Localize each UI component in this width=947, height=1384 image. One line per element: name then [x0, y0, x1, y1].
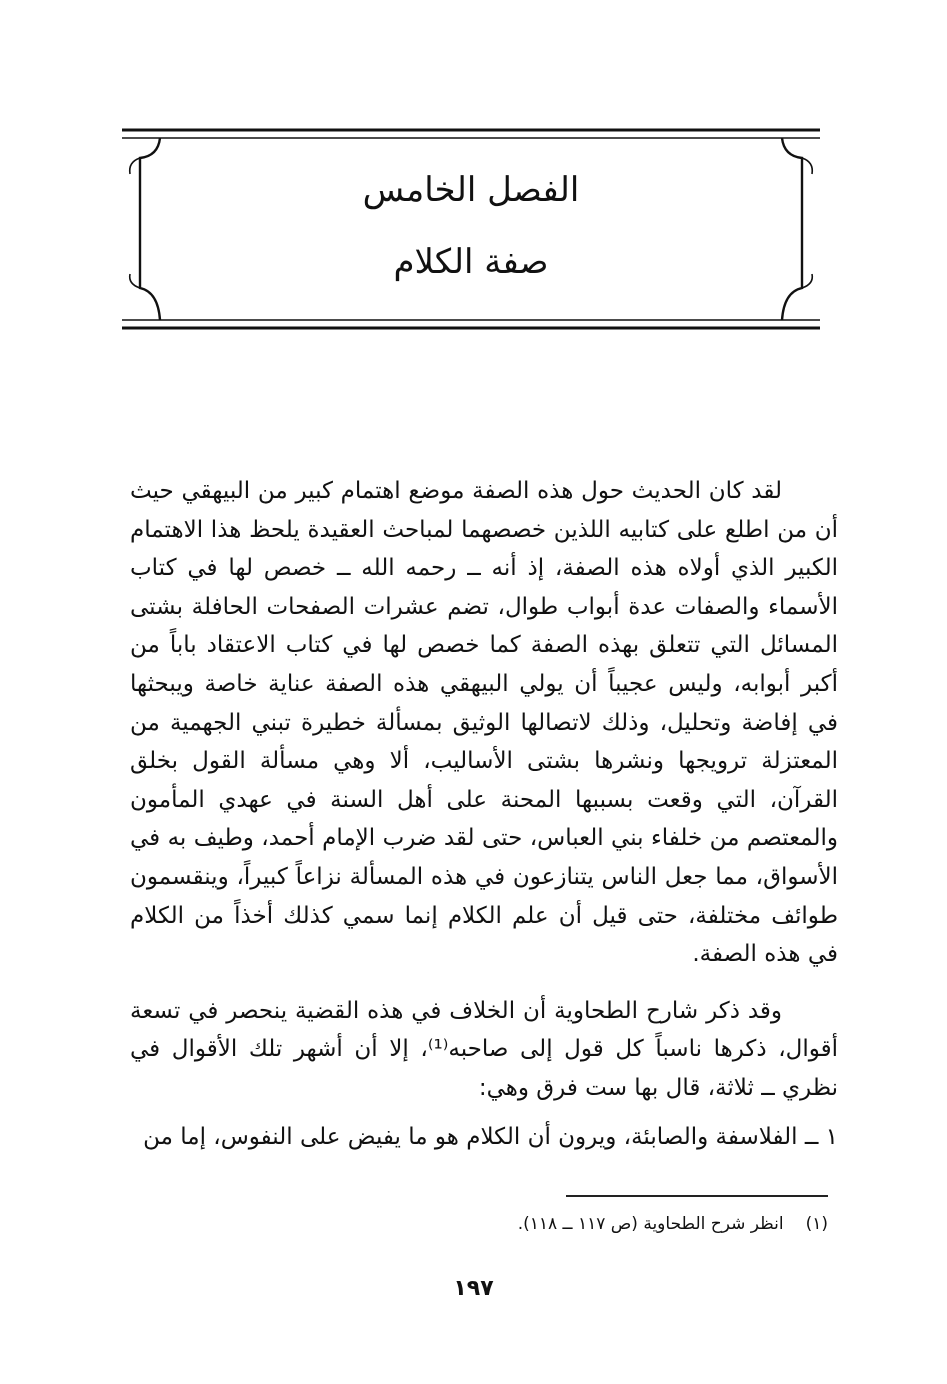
footnote-separator	[566, 1195, 828, 1197]
paragraph: وقد ذكر شارح الطحاوية أن الخلاف في هذه القضية ينحصر في تسعة أقوال، ذكرها ناسباً كل قول إلى صاحبه⁽¹⁾، إلا أن أشهر تلك الأقوال في نظري ــ ثلاثة، قال بها ست فرق وهي:	[130, 997, 838, 1101]
footnote-text: انظر شرح الطحاوية (ص ١١٧ ــ ١١٨).	[517, 1214, 784, 1234]
chapter-label: الفصل الخامس	[362, 170, 580, 210]
page-number: ١٩٧	[453, 1276, 494, 1301]
body-text	[130, 472, 838, 1156]
paragraph: لقد كان الحديث حول هذه الصفة موضع اهتمام كبير من البيهقي حيث أن من اطلع على كتابيه اللذين خصصهما لمباحث العقيدة يلحظ هذا الاهتمام الكبير الذي أولاه هذه الصفة، إذ أنه ــ رحمه الله ــ خصص لها في كتاب الأسماء والصفات عدة أبواب طوال، تضم عشرات الصفحات الحافلة بشتى المسائل التي تتعلق بهذه الصفة كما خصص لها في كتاب الاعتقاد باباً من أكبر أبوابه، وليس عجيباً أن يولي البيهقي هذه الصفة عناية خاصة ويبحثها في إفاضة وتحليل، وذلك لاتصالها الوثيق بمسألة خطيرة تبني الجهمية من المعتزلة ترويجها ونشرها بشتى الأساليب، ألا وهي مسألة القول بخلق القرآن، التي وقعت بسببها المحنة على أهل السنة في عهدي المأمون والمعتصم من خلفاء بني العباس، حتى لقد ضرب الإمام أحمد، وطيف به في الأسواق، مما جعل الناس يتنازعون في هذه المسألة نزاعاً كبيراً، وينقسمون طوائف مختلفة، حتى قيل أن علم الكلام إنما سمي كذلك أخذاً من الكلام في هذه الصفة.	[130, 478, 838, 968]
footnote-number: (١)	[805, 1214, 828, 1234]
chapter-header-frame	[122, 128, 820, 330]
chapter-title: صفة الكلام	[393, 242, 549, 282]
ornamental-border	[122, 128, 820, 330]
list-item: ١ ــ الفلاسفة والصابئة، ويرون أن الكلام هو ما يفيض على النفوس، إما من	[143, 1123, 838, 1150]
footnote	[300, 1210, 828, 1238]
